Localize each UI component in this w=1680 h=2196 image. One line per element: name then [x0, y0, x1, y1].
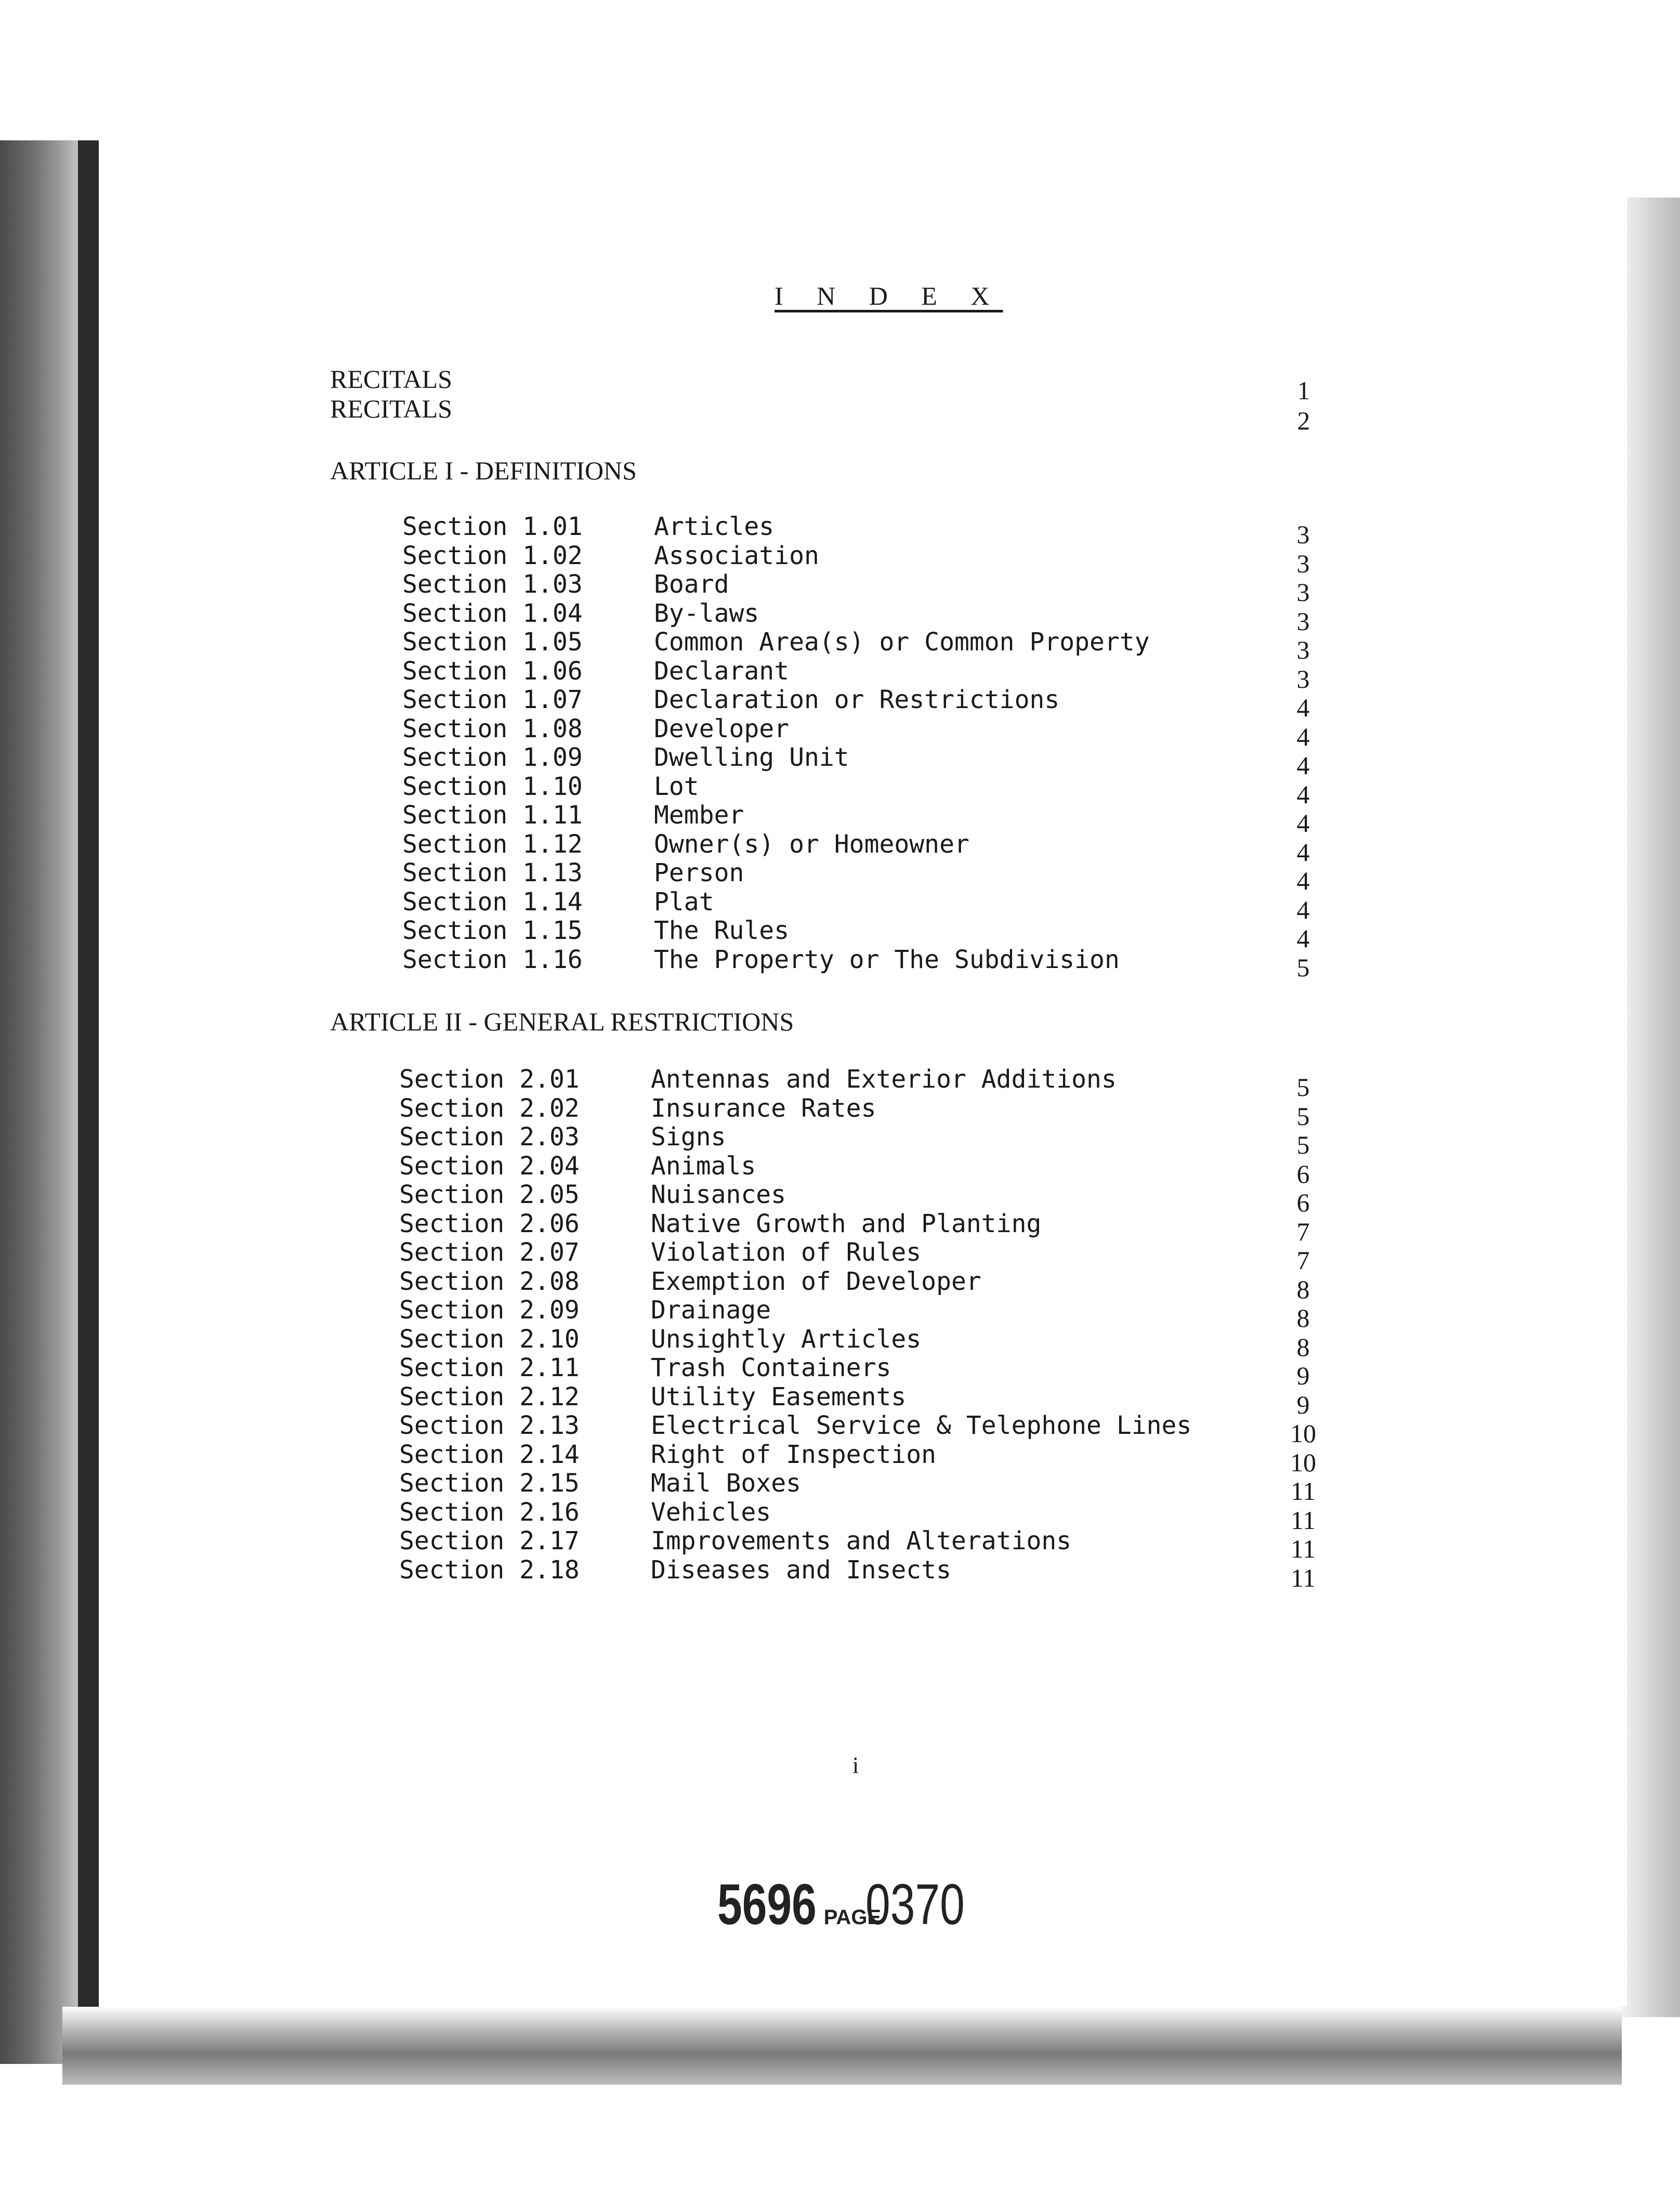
toc-section-title: Utility Easements — [651, 1382, 907, 1411]
article-1-heading: ARTICLE I - DEFINITIONS — [330, 456, 637, 485]
toc-page-number: 5 — [1296, 952, 1310, 982]
toc-page-number: 10 — [1290, 1419, 1316, 1448]
toc-section-title: Dwelling Unit — [654, 743, 849, 772]
toc-row — [402, 916, 1494, 953]
scan-shadow-bottom — [62, 2007, 1622, 2085]
toc-row — [399, 1555, 1491, 1592]
toc-section-number: Section 1.04 — [402, 598, 583, 628]
toc-page-number: 4 — [1296, 895, 1310, 924]
toc-section-number: Section 2.16 — [399, 1497, 580, 1527]
toc-row — [402, 628, 1494, 664]
index-title: I N D E X — [775, 281, 1003, 310]
recording-stamp — [717, 1872, 993, 1938]
toc-section-title: Owner(s) or Homeowner — [654, 829, 969, 859]
toc-section-number: Section 2.18 — [399, 1555, 580, 1585]
toc-page-number: 3 — [1296, 664, 1310, 694]
toc-row — [399, 1180, 1491, 1217]
toc-row — [399, 1353, 1491, 1390]
toc-section-title: Antennas and Exterior Additions — [651, 1065, 1117, 1094]
recital-page-2: 2 — [1297, 406, 1310, 435]
toc-page-number: 8 — [1296, 1274, 1310, 1304]
stamp-page-label: PAGE — [823, 1906, 882, 1929]
toc-section-title: Signs — [651, 1122, 726, 1152]
toc-section-title: Trash Containers — [651, 1353, 891, 1382]
toc-row — [399, 1238, 1491, 1275]
toc-row — [402, 858, 1494, 895]
recital-label-1: RECITALS — [330, 364, 452, 394]
toc-section-number: Section 2.02 — [399, 1093, 580, 1123]
toc-section-number: Section 2.03 — [399, 1122, 580, 1152]
toc-row — [402, 598, 1494, 636]
toc-section-number: Section 1.02 — [402, 541, 583, 570]
toc-page-number: 5 — [1296, 1130, 1310, 1159]
toc-row — [402, 541, 1494, 578]
toc-page-number: 11 — [1290, 1563, 1316, 1592]
toc-section-title: Electrical Service & Telephone Lines — [651, 1411, 1192, 1440]
toc-section-number: Section 2.09 — [399, 1296, 580, 1325]
toc-row — [402, 512, 1494, 549]
toc-row — [402, 685, 1494, 722]
toc-section-title: Person — [654, 858, 744, 887]
toc-row — [399, 1296, 1491, 1332]
toc-row — [402, 656, 1494, 694]
toc-section-number: Section 2.13 — [399, 1411, 580, 1440]
toc-section-number: Section 2.11 — [399, 1353, 580, 1382]
toc-page-number: 3 — [1296, 520, 1310, 549]
toc-page-number: 6 — [1296, 1188, 1310, 1217]
toc-section-title: Board — [654, 570, 729, 599]
toc-row — [402, 829, 1494, 867]
toc-row — [399, 1526, 1491, 1563]
article-2-heading: ARTICLE II - GENERAL RESTRICTIONS — [330, 1007, 794, 1036]
toc-page-number: 4 — [1296, 751, 1310, 780]
toc-section-title: By-laws — [654, 598, 759, 628]
toc-section-title: Diseases and Insects — [651, 1555, 951, 1585]
toc-row — [399, 1209, 1491, 1246]
toc-section-number: Section 1.09 — [402, 743, 583, 772]
toc-page-number: 7 — [1296, 1246, 1310, 1275]
toc-page-number: 3 — [1296, 635, 1310, 664]
toc-page-number: 9 — [1296, 1390, 1310, 1419]
toc-section-title: The Rules — [654, 916, 790, 945]
toc-section-title: Declaration or Restrictions — [654, 685, 1060, 714]
toc-section-number: Section 1.07 — [402, 685, 583, 714]
toc-page-number: 3 — [1296, 606, 1310, 636]
toc-row — [402, 801, 1494, 838]
toc-section-number: Section 1.05 — [402, 628, 583, 657]
toc-section-number: Section 1.08 — [402, 714, 583, 743]
toc-page-number: 8 — [1296, 1303, 1310, 1332]
toc-page-number: 10 — [1290, 1447, 1316, 1477]
recital-label-2: RECITALS — [330, 394, 452, 423]
toc-section-number: Section 1.01 — [402, 512, 583, 541]
toc-section-number: Section 2.04 — [399, 1151, 580, 1181]
toc-page-number: 3 — [1296, 548, 1310, 578]
toc-section-number: Section 2.10 — [399, 1324, 580, 1354]
toc-row — [399, 1324, 1491, 1362]
toc-section-number: Section 2.06 — [399, 1209, 580, 1238]
toc-page-number: 9 — [1296, 1361, 1310, 1390]
toc-section-title: Lot — [654, 772, 699, 801]
toc-row — [402, 743, 1494, 780]
toc-section-title: Plat — [654, 887, 714, 917]
toc-section-title: Articles — [654, 512, 775, 541]
toc-row — [399, 1497, 1491, 1535]
toc-row — [402, 570, 1494, 607]
toc-page-number: 3 — [1296, 578, 1310, 607]
toc-section-title: Native Growth and Planting — [651, 1209, 1042, 1238]
toc-page-number: 7 — [1296, 1217, 1310, 1246]
toc-section-number: Section 1.11 — [402, 801, 583, 830]
toc-section-number: Section 2.15 — [399, 1469, 580, 1498]
toc-row — [399, 1065, 1491, 1102]
toc-row — [399, 1122, 1491, 1159]
toc-section-title: Animals — [651, 1151, 756, 1181]
toc-page-number: 4 — [1296, 866, 1310, 895]
toc-section-title: Right of Inspection — [651, 1440, 937, 1469]
stamp-book-number: 5696 — [717, 1873, 817, 1937]
stamp-page-number: 0370 — [865, 1873, 965, 1937]
toc-page-number: 4 — [1296, 779, 1310, 809]
toc-section-number: Section 2.05 — [399, 1180, 580, 1209]
toc-row — [399, 1382, 1491, 1419]
toc-section-number: Section 2.07 — [399, 1238, 580, 1267]
toc-section-number: Section 1.14 — [402, 887, 583, 917]
toc-section-number: Section 1.15 — [402, 916, 583, 945]
toc-section-title: Insurance Rates — [651, 1093, 876, 1123]
toc-page-number: 4 — [1296, 808, 1310, 838]
toc-row — [399, 1151, 1491, 1188]
toc-row — [402, 887, 1494, 924]
toc-section-title: Member — [654, 801, 744, 830]
page-folio: i — [852, 1753, 859, 1778]
toc-section-number: Section 1.16 — [402, 945, 583, 974]
toc-section-title: Drainage — [651, 1296, 771, 1325]
toc-section-title: Declarant — [654, 656, 790, 686]
toc-row — [402, 945, 1494, 982]
toc-section-title: Exemption of Developer — [651, 1266, 981, 1296]
toc-page-number: 4 — [1296, 837, 1310, 867]
recital-page-1: 1 — [1297, 376, 1310, 405]
toc-page-number: 5 — [1296, 1101, 1310, 1131]
toc-section-title: The Property or The Subdivision — [654, 945, 1120, 974]
toc-page-number: 5 — [1296, 1073, 1310, 1102]
toc-section-title: Improvements and Alterations — [651, 1526, 1072, 1556]
toc-page-number: 4 — [1296, 693, 1310, 722]
toc-section-title: Nuisances — [651, 1180, 786, 1209]
toc-section-number: Section 1.03 — [402, 570, 583, 599]
toc-section-title: Unsightly Articles — [651, 1324, 922, 1354]
toc-section-title: Association — [654, 541, 819, 570]
scan-edge-left — [78, 140, 99, 2012]
toc-row — [402, 714, 1494, 751]
toc-page-number: 4 — [1296, 722, 1310, 751]
toc-section-title: Mail Boxes — [651, 1469, 801, 1498]
toc-section-number: Section 2.12 — [399, 1382, 580, 1411]
toc-section-number: Section 2.17 — [399, 1526, 580, 1556]
toc-section-number: Section 2.01 — [399, 1065, 580, 1094]
toc-section-number: Section 1.13 — [402, 858, 583, 887]
toc-page-number: 11 — [1290, 1534, 1316, 1563]
toc-section-title: Vehicles — [651, 1497, 771, 1527]
toc-page-number: 11 — [1290, 1476, 1316, 1506]
toc-row — [402, 772, 1494, 809]
toc-row — [399, 1440, 1491, 1477]
toc-row — [399, 1411, 1491, 1448]
toc-page-number: 11 — [1290, 1505, 1316, 1535]
toc-section-number: Section 1.10 — [402, 772, 583, 801]
toc-section-title: Developer — [654, 714, 790, 743]
toc-section-number: Section 2.08 — [399, 1266, 580, 1296]
toc-section-number: Section 2.14 — [399, 1440, 580, 1469]
toc-page-number: 4 — [1296, 924, 1310, 953]
toc-section-title: Common Area(s) or Common Property — [654, 628, 1150, 657]
toc-row — [399, 1469, 1491, 1506]
toc-row — [399, 1093, 1491, 1131]
toc-section-title: Violation of Rules — [651, 1238, 922, 1267]
toc-section-number: Section 1.06 — [402, 656, 583, 686]
toc-page-number: 8 — [1296, 1332, 1310, 1362]
toc-section-number: Section 1.12 — [402, 829, 583, 859]
toc-page-number: 6 — [1296, 1159, 1310, 1188]
toc-row — [399, 1266, 1491, 1304]
